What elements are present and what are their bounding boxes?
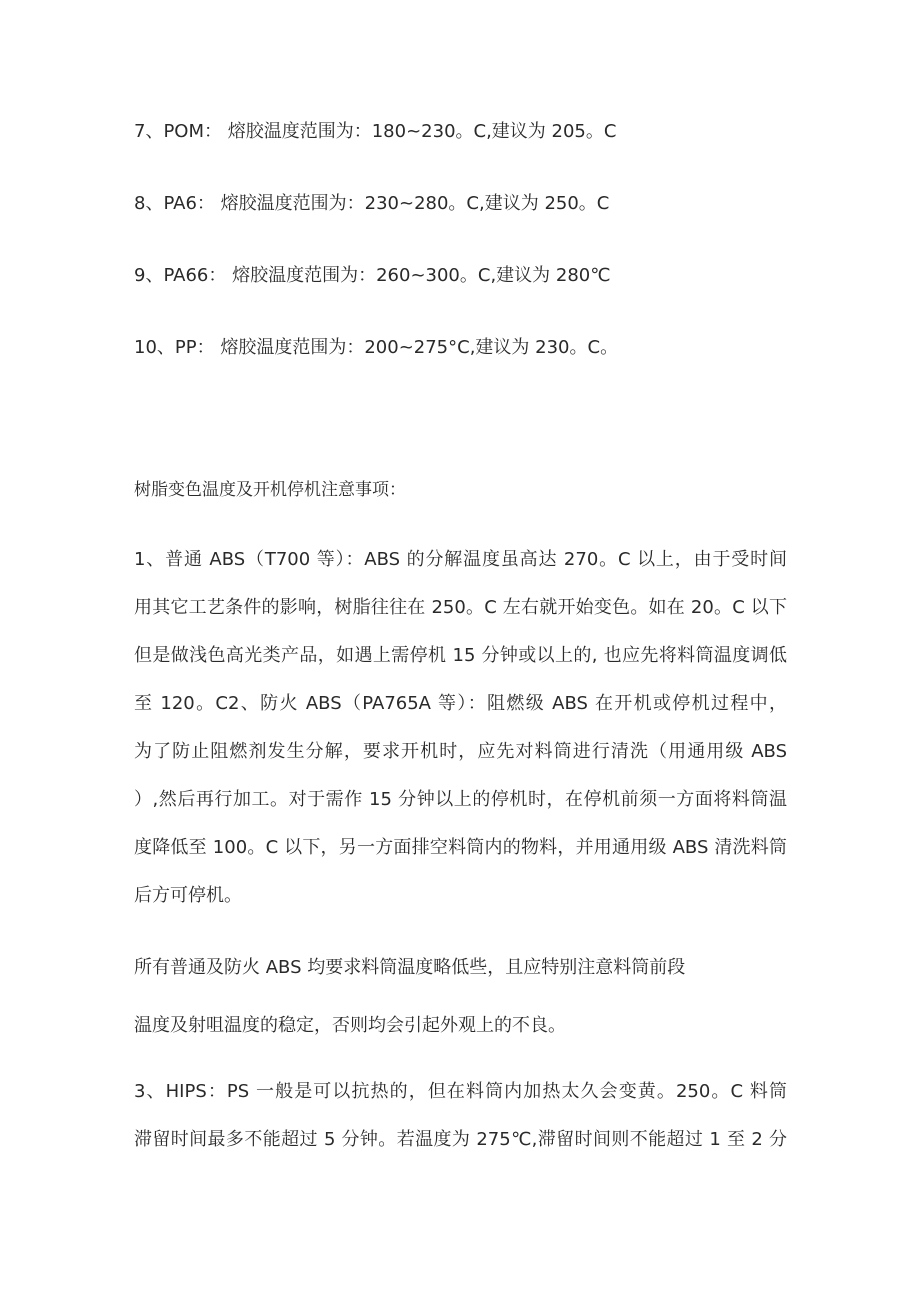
abs-paragraph-line: 为了防止阻燃剂发生分解，要求开机时，应先对料筒进行清洗（用通用级 ABS [134, 741, 787, 762]
hips-paragraph-line: 3、HIPS：PS 一般是可以抗热的，但在料筒内加热太久会变黄。250。C 料筒 [134, 1081, 787, 1102]
section-heading: 树脂变色温度及开机停机注意事项： [134, 480, 406, 500]
temperature-item-pa66: 9、PA66： 熔胶温度范围为：260~300。C,建议为 280℃ [134, 265, 611, 286]
abs-paragraph-line: 用其它工艺条件的影响，树脂往往在 250。C 左右就开始变色。如在 20。C 以下 [134, 597, 787, 618]
abs-paragraph-line: 但是做浅色高光类产品，如遇上需停机 15 分钟或以上的, 也应先将料筒温度调低 [134, 645, 787, 666]
temperature-item-pp: 10、PP： 熔胶温度范围为：200~275°C,建议为 230。C。 [134, 337, 619, 358]
note-line: 所有普通及防火 ABS 均要求料筒温度略低些，且应特别注意料筒前段 [134, 957, 686, 978]
temperature-item-pom: 7、POM： 熔胶温度范围为：180~230。C,建议为 205。C [134, 121, 617, 142]
abs-paragraph-line: 度降低至 100。C 以下，另一方面排空料筒内的物料，并用通用级 ABS 清洗料筒 [134, 837, 787, 858]
abs-paragraph-line: ）,然后再行加工。对于需作 15 分钟以上的停机时，在停机前须一方面将料筒温 [134, 789, 787, 810]
abs-paragraph-line: 至 120。C2、防火 ABS（PA765A 等）：阻燃级 ABS 在开机或停机过程中， [134, 693, 787, 714]
note-line: 温度及射咀温度的稳定，否则均会引起外观上的不良。 [134, 1015, 566, 1036]
hips-paragraph-line: 滞留时间最多不能超过 5 分钟。若温度为 275℃,滞留时间则不能超过 1 至 2 分 [134, 1129, 787, 1150]
abs-paragraph-line: 后方可停机。 [134, 885, 242, 906]
abs-paragraph-line: 1、普通 ABS（T700 等）：ABS 的分解温度虽高达 270。C 以上，由于受时间 [134, 549, 787, 570]
temperature-item-pa6: 8、PA6： 熔胶温度范围为：230~280。C,建议为 250。C [134, 193, 610, 214]
